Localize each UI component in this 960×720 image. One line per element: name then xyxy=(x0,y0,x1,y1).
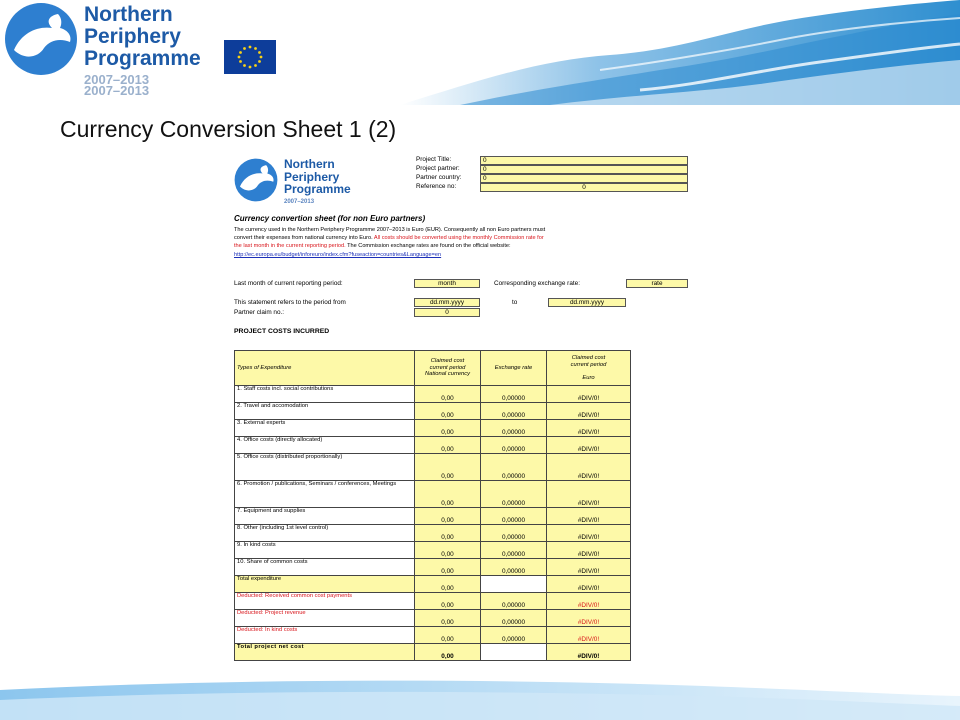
wave-decoration xyxy=(400,0,960,105)
national-cell[interactable]: 0,00 xyxy=(415,437,481,454)
deduction-row xyxy=(235,593,631,610)
header-claimed-euro: Claimed cost current period Euro xyxy=(547,351,631,386)
national-cell[interactable]: 0,00 xyxy=(415,403,481,420)
rate-cell: 0,00000 xyxy=(481,610,547,627)
national-cell[interactable]: 0,00 xyxy=(415,627,481,644)
table-row xyxy=(235,437,631,454)
intro-line-3-text: The Commission exchange rates are found on the official website: xyxy=(345,243,511,249)
euro-cell: #DIV/0! xyxy=(547,559,631,576)
deduction-row xyxy=(235,627,631,644)
project-title-label: Project Title: xyxy=(416,156,452,163)
row-name: 3. External experts xyxy=(235,420,415,437)
euro-cell: #DIV/0! xyxy=(547,454,631,481)
intro-line-3 xyxy=(234,242,654,250)
intro-line-3-highlight: the last month in the current reporting period. xyxy=(234,243,346,249)
euro-cell: #DIV/0! xyxy=(547,576,631,593)
row-name: Deducted: Received common cost payments xyxy=(235,593,415,610)
rate-cell: 0,00000 xyxy=(481,420,547,437)
exchange-rates-link[interactable]: http://ec.europa.eu/budget/inforeuro/index.cfm?fuseaction=countries&Language=en xyxy=(234,252,442,258)
period-label: This statement refers to the period from xyxy=(234,299,346,306)
rate-cell xyxy=(481,644,547,661)
row-name: Deducted: Project revenue xyxy=(235,610,415,627)
row-name: 6. Promotion / publications, Seminars / conferences, Meetings xyxy=(235,481,415,508)
exchange-rate-label: Corresponding exchange rate: xyxy=(494,280,580,287)
sheet-logo xyxy=(234,154,384,209)
reference-no-label: Reference no: xyxy=(416,183,457,190)
national-cell: 0,00 xyxy=(415,644,481,661)
sheet-logo-years: 2007–2013 xyxy=(284,199,315,205)
table-row xyxy=(235,481,631,508)
period-to-label: to xyxy=(512,299,518,306)
row-name: Total project net cost xyxy=(235,644,415,661)
logo-name: Northern Periphery Programme xyxy=(84,3,201,70)
last-month-field[interactable]: month xyxy=(414,279,480,288)
header-exchange-rate: Exchange rate xyxy=(481,351,547,386)
rate-cell: 0,00000 xyxy=(481,593,547,610)
partner-country-label: Partner country: xyxy=(416,174,462,181)
rate-cell: 0,00000 xyxy=(481,627,547,644)
slide-title: Currency Conversion Sheet 1 (2) xyxy=(60,116,397,142)
euro-cell: #DIV/0! xyxy=(547,508,631,525)
partner-claim-field[interactable]: 0 xyxy=(414,308,480,317)
row-name: Total expenditure xyxy=(235,576,415,593)
costs-heading: PROJECT COSTS INCURRED xyxy=(234,328,330,335)
euro-cell: #DIV/0! xyxy=(547,542,631,559)
national-cell[interactable]: 0,00 xyxy=(415,481,481,508)
euro-cell: #DIV/0! xyxy=(547,403,631,420)
euro-cell: #DIV/0! xyxy=(547,525,631,542)
table-row xyxy=(235,403,631,420)
project-title-field[interactable]: 0 xyxy=(480,156,688,165)
national-cell[interactable]: 0,00 xyxy=(415,386,481,403)
rate-cell: 0,00000 xyxy=(481,454,547,481)
sheet-logo-name: Northern Periphery Programme xyxy=(284,157,351,196)
rate-cell: 0,00000 xyxy=(481,508,547,525)
rate-cell: 0,00000 xyxy=(481,386,547,403)
national-cell[interactable]: 0,00 xyxy=(415,593,481,610)
table-row xyxy=(235,420,631,437)
national-cell[interactable]: 0,00 xyxy=(415,559,481,576)
last-month-label: Last month of current reporting period: xyxy=(234,280,343,287)
table-row xyxy=(235,386,631,403)
euro-cell: #DIV/0! xyxy=(547,437,631,454)
table-row xyxy=(235,559,631,576)
euro-cell: #DIV/0! xyxy=(547,386,631,403)
rate-cell: 0,00000 xyxy=(481,481,547,508)
row-name: Deducted: In kind costs xyxy=(235,627,415,644)
rate-cell: 0,00000 xyxy=(481,559,547,576)
eu-flag-icon xyxy=(224,40,276,74)
project-partner-field[interactable]: 0 xyxy=(480,165,688,174)
national-cell[interactable]: 0,00 xyxy=(415,420,481,437)
period-from-field[interactable]: dd.mm.yyyy xyxy=(414,298,480,307)
table-row xyxy=(235,525,631,542)
euro-cell: #DIV/0! xyxy=(547,481,631,508)
row-name: 2. Travel and accomodation xyxy=(235,403,415,420)
table-row xyxy=(235,542,631,559)
programme-logo xyxy=(4,2,204,98)
table-row xyxy=(235,454,631,481)
table-row xyxy=(235,508,631,525)
national-cell[interactable]: 0,00 xyxy=(415,508,481,525)
bottom-wave-decoration xyxy=(0,676,960,720)
euro-cell: #DIV/0! xyxy=(547,627,631,644)
rate-cell: 0,00000 xyxy=(481,403,547,420)
rate-cell xyxy=(481,576,547,593)
logo-years: 2007–2013 2007–2013 xyxy=(84,72,150,98)
exchange-rate-field[interactable]: rate xyxy=(626,279,688,288)
row-name: 5. Office costs (distributed proportionally) xyxy=(235,454,415,481)
national-cell[interactable]: 0,00 xyxy=(415,610,481,627)
slide-header xyxy=(0,0,960,105)
deduction-row xyxy=(235,610,631,627)
euro-cell: #DIV/0! xyxy=(547,610,631,627)
rate-cell: 0,00000 xyxy=(481,525,547,542)
header-types: Types of Expenditure xyxy=(235,351,415,386)
euro-cell: #DIV/0! xyxy=(547,593,631,610)
row-name: 8. Other (including 1st level control) xyxy=(235,525,415,542)
national-cell[interactable]: 0,00 xyxy=(415,542,481,559)
intro-line-2-text: convert their expenses from national currency into Euro. xyxy=(234,235,374,241)
costs-table xyxy=(234,350,631,661)
project-partner-label: Project partner: xyxy=(416,165,460,172)
conversion-sheet xyxy=(230,152,690,670)
row-name: 9. In kind costs xyxy=(235,542,415,559)
intro-line-2 xyxy=(234,234,654,242)
dove-icon xyxy=(234,158,278,202)
row-name: 4. Office costs (directly allocated) xyxy=(235,437,415,454)
intro-line-1: The currency used in the Northern Periphery Programme 2007–2013 is Euro (EUR). Consequently all non Euro partners must xyxy=(234,227,546,233)
partner-country-field[interactable]: 0 xyxy=(480,174,688,183)
rate-cell: 0,00000 xyxy=(481,542,547,559)
euro-cell: #DIV/0! xyxy=(547,420,631,437)
header-claimed-national: Claimed cost current period National currency xyxy=(415,351,481,386)
reference-no-field[interactable]: 0 xyxy=(480,183,688,192)
period-to-field[interactable]: dd.mm.yyyy xyxy=(548,298,626,307)
sheet-title: Currency convertion sheet (for non Euro partners) xyxy=(234,214,426,223)
rate-cell: 0,00000 xyxy=(481,437,547,454)
table-header-row xyxy=(235,351,631,386)
row-name: 7. Equipment and supplies xyxy=(235,508,415,525)
row-name: 10. Share of common costs xyxy=(235,559,415,576)
euro-cell: #DIV/0! xyxy=(547,644,631,661)
dove-icon xyxy=(4,2,78,76)
intro-line-2-highlight: All costs should be converted using the monthly Commission rate for xyxy=(373,235,544,241)
partner-claim-label: Partner claim no.: xyxy=(234,309,285,316)
national-cell[interactable]: 0,00 xyxy=(415,454,481,481)
total-net-cost-row xyxy=(235,644,631,661)
national-cell: 0,00 xyxy=(415,576,481,593)
national-cell[interactable]: 0,00 xyxy=(415,525,481,542)
row-name: 1. Staff costs incl. social contributions xyxy=(235,386,415,403)
total-expenditure-row xyxy=(235,576,631,593)
